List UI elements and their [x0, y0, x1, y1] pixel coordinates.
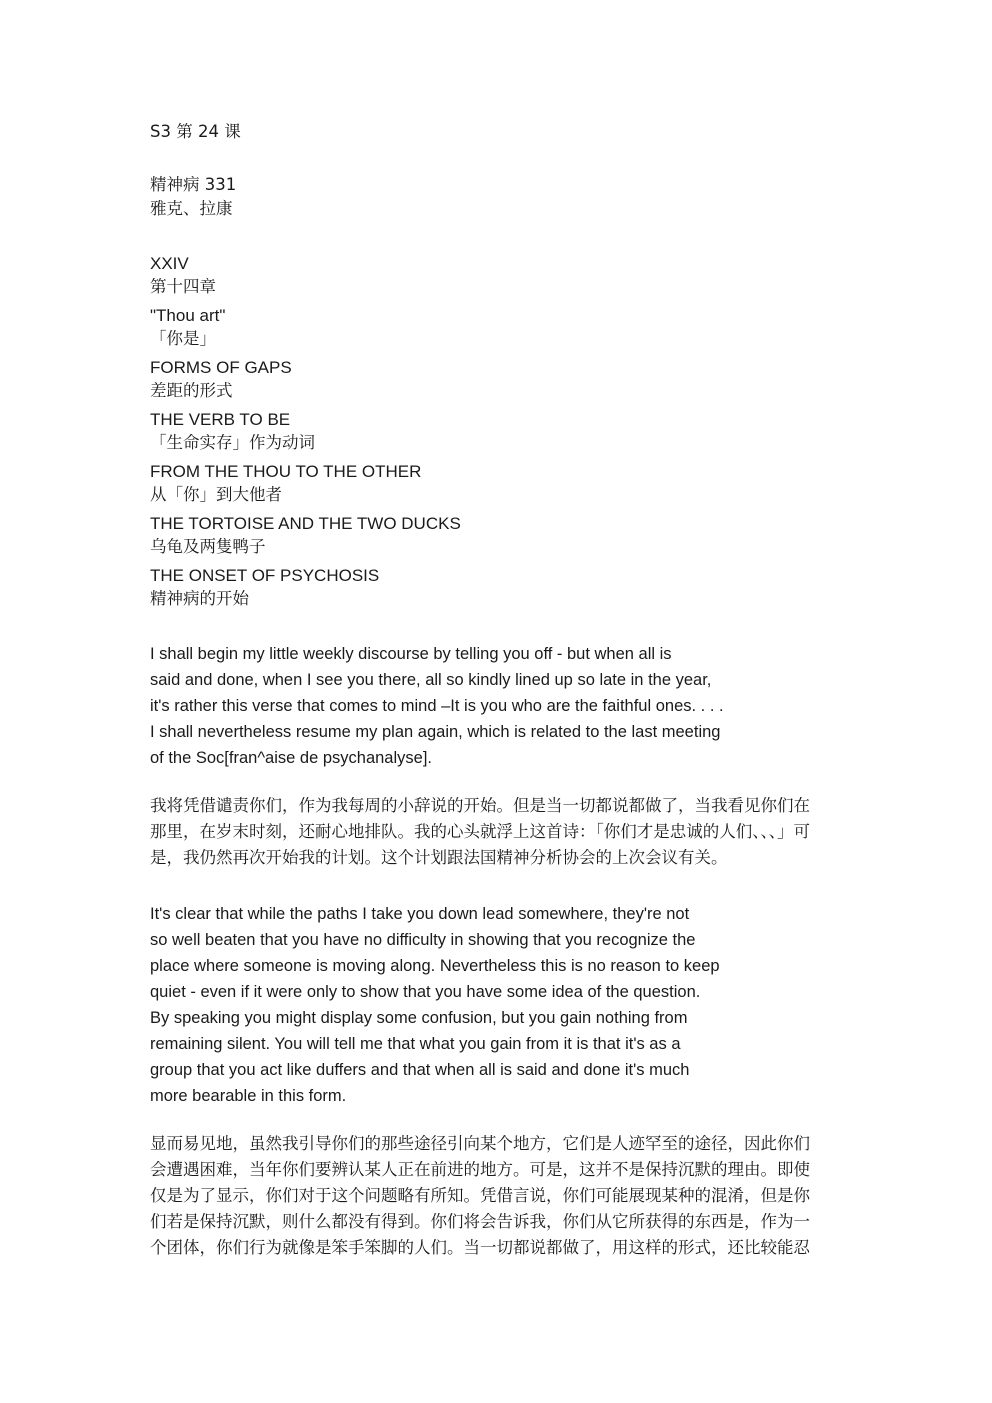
text-line: 仅是为了显示，你们对于这个问题略有所知。凭借言说，你们可能展现某种的混淆，但是你: [150, 1186, 810, 1205]
text-line: it's rather this verse that comes to mind –It is you who are the faithful ones. . . .: [150, 697, 724, 715]
text-line: so well beaten that you have no difficulty in showing that you recognize the: [150, 931, 696, 949]
lesson-label: S3 第 24 课: [150, 122, 241, 141]
text-line: 我将凭借谴责你们，作为我每周的小辞说的开始。但是当一切都说都做了，当我看见你们在: [150, 796, 810, 815]
heading-zh: 「你是」: [150, 329, 216, 348]
text-line: 显而易见地，虽然我引导你们的那些途径引向某个地方，它们是人迹罕至的途径，因此你们: [150, 1134, 810, 1153]
text-line: group that you act like duffers and that when all is said and done it's much: [150, 1061, 690, 1079]
text-line: It's clear that while the paths I take you down lead somewhere, they're not: [150, 905, 690, 923]
work-title: 精神病 331: [150, 175, 237, 194]
text-line: of the Soc[fran^aise de psychanalyse].: [150, 749, 432, 767]
chapter-roman: XXIV: [150, 254, 189, 273]
heading-zh: 「生命实存」作为动词: [150, 433, 315, 452]
text-line: said and done, when I see you there, all so kindly lined up so late in the year,: [150, 671, 712, 689]
text-line: 是，我仍然再次开始我的计划。这个计划跟法国精神分析协会的上次会议有关。: [150, 848, 728, 867]
paragraph-english-2: [150, 901, 790, 1109]
author-name: 雅克、拉康: [150, 199, 233, 218]
text-line: 会遭遇困难，当年你们要辨认某人正在前进的地方。可是，这并不是保持沉默的理由。即使: [150, 1160, 810, 1179]
heading-en: FROM THE THOU TO THE OTHER: [150, 462, 422, 481]
heading-en: THE ONSET OF PSYCHOSIS: [150, 566, 380, 585]
heading-en: FORMS OF GAPS: [150, 358, 292, 377]
heading-en: THE TORTOISE AND THE TWO DUCKS: [150, 514, 461, 533]
text-line: I shall nevertheless resume my plan again, which is related to the last meeting: [150, 723, 721, 741]
paragraph-chinese-1: [150, 793, 845, 871]
text-line: By speaking you might display some confusion, but you gain nothing from: [150, 1009, 688, 1027]
heading-en: THE VERB TO BE: [150, 410, 291, 429]
text-line: place where someone is moving along. Nevertheless this is no reason to keep: [150, 957, 720, 975]
text-line: quiet - even if it were only to show that you have some idea of the question.: [150, 983, 701, 1001]
chapter-zh: 第十四章: [150, 277, 216, 296]
heading-zh: 差距的形式: [150, 381, 233, 400]
paragraph-chinese-2: [150, 1131, 845, 1261]
text-line: I shall begin my little weekly discourse by telling you off - but when all is: [150, 645, 672, 663]
heading-zh: 乌龟及两隻鸭子: [150, 537, 266, 556]
paragraph-english-1: [150, 641, 790, 771]
text-line: 那里，在岁末时刻，还耐心地排队。我的心头就浮上这首诗：「你们才是忠诚的人们、、、」可: [150, 822, 810, 841]
text-line: remaining silent. You will tell me that what you gain from it is that it's as a: [150, 1035, 681, 1053]
text-line: 个团体，你们行为就像是笨手笨脚的人们。当一切都说都做了，用这样的形式，还比较能忍: [150, 1238, 810, 1257]
heading-zh: 精神病的开始: [150, 589, 249, 608]
heading-en: "Thou art": [150, 306, 226, 325]
text-line: more bearable in this form.: [150, 1087, 347, 1105]
heading-zh: 从「你」到大他者: [150, 485, 282, 504]
text-line: 们若是保持沉默，则什么都没有得到。你们将会告诉我，你们从它所获得的东西是，作为一: [150, 1212, 810, 1231]
